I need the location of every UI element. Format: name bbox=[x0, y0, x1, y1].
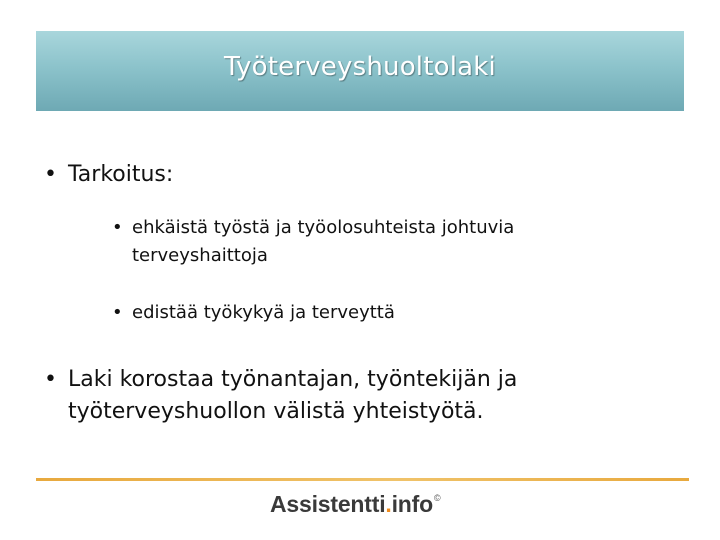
bullet-text: Laki korostaa työnantajan, työntekijän ja työterveyshuollon välistä yhteistyötä. bbox=[68, 367, 518, 424]
sub-bullet-promote bbox=[112, 299, 652, 327]
assistentti-logo bbox=[270, 491, 440, 525]
bullet-dot: • bbox=[44, 162, 57, 187]
logo-suffix-text: info bbox=[391, 491, 433, 517]
bullet-dot: • bbox=[112, 302, 123, 323]
bullet-text: Tarkoitus: bbox=[68, 162, 174, 187]
logo-main-text: Assistentti bbox=[270, 491, 386, 517]
footer-divider bbox=[36, 478, 689, 481]
slide-title: Työterveyshuoltolaki bbox=[224, 52, 496, 82]
bullet-dot: • bbox=[112, 217, 123, 238]
bullet-dot: • bbox=[44, 367, 57, 392]
sub-bullet-prevent bbox=[112, 214, 652, 270]
bullet-text: edistää työkykyä ja terveyttä bbox=[132, 302, 395, 323]
bullet-cooperation bbox=[44, 364, 664, 428]
copyright-mark: © bbox=[433, 493, 441, 503]
title-banner bbox=[36, 31, 684, 111]
bullet-text: ehkäistä työstä ja työolosuhteista johtuvia terveyshaittoja bbox=[132, 217, 515, 266]
bullet-purpose bbox=[44, 159, 664, 191]
logo-dot: . bbox=[385, 491, 392, 517]
